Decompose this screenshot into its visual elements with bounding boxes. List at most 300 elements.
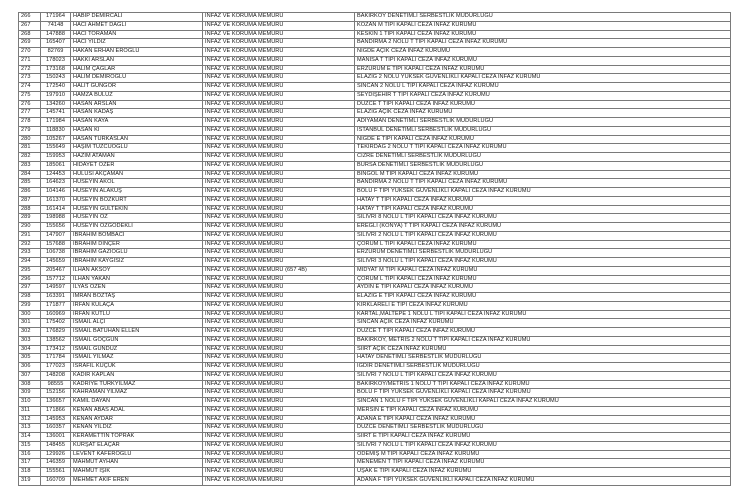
name-cell: HALİT GÜNGÖR: [71, 83, 203, 92]
title-cell: İNFAZ VE KORUMA MEMURU: [203, 223, 355, 232]
name-cell: KADRİYE TÜRKYILMAZ: [71, 380, 203, 389]
institution-cell: BOLU F TİPİ YÜKSEK GÜVENLİKLİ KAPALI CEZA İNFAZ KURUMU: [355, 389, 731, 398]
title-cell: İNFAZ VE KORUMA MEMURU: [203, 118, 355, 127]
registry-id-cell: 163391: [41, 293, 71, 302]
name-cell: HACI TORAMAN: [71, 30, 203, 39]
table-row: [19, 258, 731, 267]
row-number-cell: 267: [19, 21, 41, 30]
title-cell: İNFAZ VE KORUMA MEMURU: [203, 450, 355, 459]
registry-id-cell: 149597: [41, 284, 71, 293]
table-row: [19, 135, 731, 144]
title-cell: İNFAZ VE KORUMA MEMURU: [203, 328, 355, 337]
table-row: [19, 170, 731, 179]
title-cell: İNFAZ VE KORUMA MEMURU: [203, 91, 355, 100]
registry-id-cell: 82769: [41, 48, 71, 57]
registry-id-cell: 145659: [41, 258, 71, 267]
table-body: [19, 13, 731, 486]
table-row: [19, 161, 731, 170]
name-cell: İBRAHİM KAYGISIZ: [71, 258, 203, 267]
title-cell: İNFAZ VE KORUMA MEMURU: [203, 214, 355, 223]
title-cell: İNFAZ VE KORUMA MEMURU: [203, 249, 355, 258]
title-cell: İNFAZ VE KORUMA MEMURU: [203, 126, 355, 135]
name-cell: HASAN KAYA: [71, 118, 203, 127]
title-cell: İNFAZ VE KORUMA MEMURU: [203, 74, 355, 83]
registry-id-cell: 171984: [41, 118, 71, 127]
table-row: [19, 301, 731, 310]
title-cell: İNFAZ VE KORUMA MEMURU: [203, 231, 355, 240]
row-number-cell: 274: [19, 83, 41, 92]
table-row: [19, 126, 731, 135]
title-cell: İNFAZ VE KORUMA MEMURU: [203, 468, 355, 477]
registry-id-cell: 161414: [41, 205, 71, 214]
institution-cell: KOZAN M TİPİ KAPALI CEZA İNFAZ KURUMU: [355, 21, 731, 30]
title-cell: İNFAZ VE KORUMA MEMURU: [203, 83, 355, 92]
institution-cell: MENEMEN T TİPİ KAPALI CEZA İNFAZ KURUMU: [355, 459, 731, 468]
table-row: [19, 371, 731, 380]
registry-id-cell: 118830: [41, 126, 71, 135]
institution-cell: BOLU F TİPİ YÜKSEK GÜVENLİKLİ KAPALI CEZA İNFAZ KURUMU: [355, 188, 731, 197]
registry-id-cell: 198988: [41, 214, 71, 223]
table-row: [19, 319, 731, 328]
title-cell: İNFAZ VE KORUMA MEMURU: [203, 30, 355, 39]
institution-cell: SİLİVRİ 2 NOLU L TİPİ KAPALI CEZA İNFAZ KURUMU: [355, 231, 731, 240]
institution-cell: ÇORUM L TİPİ KAPALI CEZA İNFAZ KURUMU: [355, 240, 731, 249]
title-cell: İNFAZ VE KORUMA MEMURU: [203, 476, 355, 485]
title-cell: İNFAZ VE KORUMA MEMURU: [203, 424, 355, 433]
institution-cell: HATAY T TİPİ KAPALI CEZA İNFAZ KURUMU: [355, 196, 731, 205]
table-row: [19, 415, 731, 424]
institution-cell: SİNCAN AÇIK CEZA İNFAZ KURUMU: [355, 319, 731, 328]
name-cell: İSRAFİL KÜÇÜK: [71, 363, 203, 372]
title-cell: İNFAZ VE KORUMA MEMURU: [203, 65, 355, 74]
registry-id-cell: 148455: [41, 441, 71, 450]
row-number-cell: 289: [19, 214, 41, 223]
title-cell: İNFAZ VE KORUMA MEMURU: [203, 433, 355, 442]
name-cell: KÜRŞAT ELAÇAR: [71, 441, 203, 450]
row-number-cell: 280: [19, 135, 41, 144]
title-cell: İNFAZ VE KORUMA MEMURU: [203, 144, 355, 153]
table-row: [19, 389, 731, 398]
registry-id-cell: 150243: [41, 74, 71, 83]
name-cell: KADİR KAPLAN: [71, 371, 203, 380]
name-cell: HASAN ARSLAN: [71, 100, 203, 109]
registry-id-cell: 171784: [41, 354, 71, 363]
registry-id-cell: 157712: [41, 275, 71, 284]
row-number-cell: 298: [19, 293, 41, 302]
name-cell: HİDAYET ÖZER: [71, 161, 203, 170]
table-row: [19, 144, 731, 153]
institution-cell: BAKIRKÖY DENETİMLİ SERBESTLİK MÜDÜRLÜĞÜ: [355, 13, 731, 22]
registry-id-cell: 175402: [41, 319, 71, 328]
institution-cell: MİDYAT M TİPİ KAPALI CEZA İNFAZ KURUMU: [355, 266, 731, 275]
table-row: [19, 363, 731, 372]
title-cell: İNFAZ VE KORUMA MEMURU: [203, 310, 355, 319]
institution-cell: SİNCAN 1 NOLU F TİPİ YÜKSEK GÜVENLİKLİ KAPALI CEZA İNFAZ KURUMU: [355, 398, 731, 407]
registry-id-cell: 106738: [41, 249, 71, 258]
institution-cell: KESKİN 1 TİPİ KAPALI CEZA İNFAZ KURUMU: [355, 30, 731, 39]
name-cell: İLHAN YAKAN: [71, 275, 203, 284]
registry-id-cell: 173168: [41, 65, 71, 74]
row-number-cell: 306: [19, 363, 41, 372]
row-number-cell: 269: [19, 39, 41, 48]
institution-cell: ERZURUM E TİPİ KAPALI CEZA İNFAZ KURUMU: [355, 65, 731, 74]
row-number-cell: 276: [19, 100, 41, 109]
title-cell: İNFAZ VE KORUMA MEMURU: [203, 13, 355, 22]
institution-cell: DÜZCE T TİPİ KAPALI CEZA İNFAZ KURUMU: [355, 100, 731, 109]
title-cell: İNFAZ VE KORUMA MEMURU: [203, 363, 355, 372]
name-cell: İLHAN AKSOY: [71, 266, 203, 275]
table-row: [19, 249, 731, 258]
name-cell: HÜSEYİN ALAKUŞ: [71, 188, 203, 197]
name-cell: HÜSEYİN BOZKURT: [71, 196, 203, 205]
row-number-cell: 312: [19, 415, 41, 424]
name-cell: HACI AHMET DAĞLI: [71, 21, 203, 30]
row-number-cell: 316: [19, 450, 41, 459]
registry-id-cell: 164623: [41, 179, 71, 188]
document-page: [18, 12, 730, 486]
row-number-cell: 287: [19, 196, 41, 205]
table-row: [19, 188, 731, 197]
name-cell: İSMAİL ALÇI: [71, 319, 203, 328]
table-row: [19, 205, 731, 214]
row-number-cell: 283: [19, 161, 41, 170]
table-row: [19, 65, 731, 74]
table-row: [19, 30, 731, 39]
row-number-cell: 284: [19, 170, 41, 179]
name-cell: İBRAHİM DİNÇER: [71, 240, 203, 249]
row-number-cell: 277: [19, 109, 41, 118]
name-cell: HAMZA BULUZ: [71, 91, 203, 100]
institution-cell: SİLİVRİ 7 NOLU L TİPİ KAPALI CEZA İNFAZ KURUMU: [355, 371, 731, 380]
table-row: [19, 13, 731, 22]
name-cell: HAKKI ARSLAN: [71, 56, 203, 65]
institution-cell: ELAZIĞ E TİPİ KAPALI CEZA İNFAZ KURUMU: [355, 293, 731, 302]
row-number-cell: 317: [19, 459, 41, 468]
institution-cell: ELAZIĞ 2 NOLU YÜKSEK GÜVENLİKLİ KAPALI CEZA İNFAZ KURUMU: [355, 74, 731, 83]
row-number-cell: 275: [19, 91, 41, 100]
table-row: [19, 450, 731, 459]
name-cell: HÜSEYİN ÖZ: [71, 214, 203, 223]
title-cell: İNFAZ VE KORUMA MEMURU: [203, 153, 355, 162]
institution-cell: İĞDIR DENETİMLİ SERBESTLİK MÜDÜRLÜĞÜ: [355, 363, 731, 372]
row-number-cell: 292: [19, 240, 41, 249]
table-row: [19, 459, 731, 468]
name-cell: HÜSEYİN GÜLTEKİN: [71, 205, 203, 214]
registry-id-cell: 178023: [41, 56, 71, 65]
registry-id-cell: 105267: [41, 135, 71, 144]
registry-id-cell: 145953: [41, 415, 71, 424]
table-row: [19, 118, 731, 127]
name-cell: MAHMUT AYHAN: [71, 459, 203, 468]
name-cell: İRFAN KULAÇA: [71, 301, 203, 310]
name-cell: KAHRAMAN YILMAZ: [71, 389, 203, 398]
registry-id-cell: 171877: [41, 301, 71, 310]
name-cell: HULUSİ AKÇAMAN: [71, 170, 203, 179]
title-cell: İNFAZ VE KORUMA MEMURU: [203, 459, 355, 468]
name-cell: MEHMET AKİF EREN: [71, 476, 203, 485]
name-cell: İBRAHİM GAZİOĞLU: [71, 249, 203, 258]
title-cell: İNFAZ VE KORUMA MEMURU: [203, 380, 355, 389]
row-number-cell: 311: [19, 406, 41, 415]
title-cell: İNFAZ VE KORUMA MEMURU: [203, 48, 355, 57]
registry-id-cell: 161370: [41, 196, 71, 205]
table-row: [19, 240, 731, 249]
title-cell: İNFAZ VE KORUMA MEMURU: [203, 406, 355, 415]
row-number-cell: 285: [19, 179, 41, 188]
registry-id-cell: 173412: [41, 345, 71, 354]
row-number-cell: 294: [19, 258, 41, 267]
institution-cell: NİĞDE E TİPİ KAPALI CEZA İNFAZ KURUMU: [355, 135, 731, 144]
row-number-cell: 282: [19, 153, 41, 162]
name-cell: KAMİL DAYAN: [71, 398, 203, 407]
name-cell: İMRAN BOZTAŞ: [71, 293, 203, 302]
table-row: [19, 179, 731, 188]
title-cell: İNFAZ VE KORUMA MEMURU: [203, 275, 355, 284]
name-cell: HAKAN ERHAN EROĞLU: [71, 48, 203, 57]
table-row: [19, 153, 731, 162]
institution-cell: HATAY T TİPİ KAPALI CEZA İNFAZ KURUMU: [355, 205, 731, 214]
table-row: [19, 91, 731, 100]
institution-cell: SİLİVRİ 8 NOLU L TİPİ KAPALI CEZA İNFAZ KURUMU: [355, 214, 731, 223]
title-cell: İNFAZ VE KORUMA MEMURU: [203, 371, 355, 380]
institution-cell: HATAY DENETİMLİ SERBESTLİK MÜDÜRLÜĞÜ: [355, 354, 731, 363]
registry-id-cell: 205467: [41, 266, 71, 275]
registry-id-cell: 155649: [41, 144, 71, 153]
row-number-cell: 291: [19, 231, 41, 240]
name-cell: HÜSEYİN ÖZGÖDEKLİ: [71, 223, 203, 232]
registry-id-cell: 136657: [41, 398, 71, 407]
registry-id-cell: 160709: [41, 476, 71, 485]
title-cell: İNFAZ VE KORUMA MEMURU (657 4B): [203, 266, 355, 275]
registry-id-cell: 155656: [41, 223, 71, 232]
registry-id-cell: 177023: [41, 363, 71, 372]
row-number-cell: 290: [19, 223, 41, 232]
institution-cell: SİLİVRİ 3 NOLU L TİPİ KAPALI CEZA İNFAZ KURUMU: [355, 258, 731, 267]
row-number-cell: 281: [19, 144, 41, 153]
table-row: [19, 345, 731, 354]
name-cell: MAHMUT IŞIK: [71, 468, 203, 477]
name-cell: LEVENT KAFEROĞLU: [71, 450, 203, 459]
institution-cell: KARTAL,MALTEPE 1 NOLU L TİPİ KAPALI CEZA İNFAZ KURUMU: [355, 310, 731, 319]
table-row: [19, 441, 731, 450]
table-row: [19, 100, 731, 109]
row-number-cell: 307: [19, 371, 41, 380]
table-row: [19, 354, 731, 363]
institution-cell: TEKİRDAĞ 2 NOLU T TİPİ KAPALI CEZA İNFAZ KURUMU: [355, 144, 731, 153]
title-cell: İNFAZ VE KORUMA MEMURU: [203, 188, 355, 197]
table-row: [19, 231, 731, 240]
row-number-cell: 308: [19, 380, 41, 389]
table-row: [19, 310, 731, 319]
registry-id-cell: 145741: [41, 109, 71, 118]
registry-id-cell: 147907: [41, 231, 71, 240]
institution-cell: SİLİVRİ 7 NOLU L TİPİ KAPALI CEZA İNFAZ KURUMU: [355, 441, 731, 450]
title-cell: İNFAZ VE KORUMA MEMURU: [203, 319, 355, 328]
row-number-cell: 297: [19, 284, 41, 293]
name-cell: HASAN KADAŞ: [71, 109, 203, 118]
registry-id-cell: 159953: [41, 153, 71, 162]
name-cell: KENAN ABAS ADAL: [71, 406, 203, 415]
title-cell: İNFAZ VE KORUMA MEMURU: [203, 336, 355, 345]
row-number-cell: 295: [19, 266, 41, 275]
row-number-cell: 304: [19, 345, 41, 354]
table-row: [19, 74, 731, 83]
institution-cell: BANDIRMA 2 NOLU T TİPİ KAPALI CEZA İNFAZ KURUMU: [355, 179, 731, 188]
row-number-cell: 268: [19, 30, 41, 39]
institution-cell: UŞAK E TİPİ KAPALI CEZA İNFAZ KURUMU: [355, 468, 731, 477]
institution-cell: DÜZCE T TİPİ KAPALI CEZA İNFAZ KURUMU: [355, 328, 731, 337]
name-cell: İSMAİL BATUHAN ELLEN: [71, 328, 203, 337]
name-cell: İSMAİL GÜNDÜZ: [71, 345, 203, 354]
name-cell: KENAN AYDAR: [71, 415, 203, 424]
registry-id-cell: 197910: [41, 91, 71, 100]
registry-id-cell: 146359: [41, 459, 71, 468]
registry-id-cell: 129926: [41, 450, 71, 459]
table-row: [19, 48, 731, 57]
institution-cell: ADIYAMAN DENETİMLİ SERBESTLİK MÜDÜRLÜĞÜ: [355, 118, 731, 127]
institution-cell: BURSA DENETİMLİ SERBESTLİK MÜDÜRLÜĞÜ: [355, 161, 731, 170]
title-cell: İNFAZ VE KORUMA MEMURU: [203, 56, 355, 65]
name-cell: HASAN Kİ: [71, 126, 203, 135]
registry-id-cell: 148208: [41, 371, 71, 380]
title-cell: İNFAZ VE KORUMA MEMURU: [203, 109, 355, 118]
table-row: [19, 406, 731, 415]
registry-id-cell: 160969: [41, 310, 71, 319]
institution-cell: MANİSA T TİPİ KAPALI CEZA İNFAZ KURUMU: [355, 56, 731, 65]
row-number-cell: 278: [19, 118, 41, 127]
name-cell: HACI YILDIZ: [71, 39, 203, 48]
table-row: [19, 293, 731, 302]
title-cell: İNFAZ VE KORUMA MEMURU: [203, 21, 355, 30]
title-cell: İNFAZ VE KORUMA MEMURU: [203, 354, 355, 363]
title-cell: İNFAZ VE KORUMA MEMURU: [203, 240, 355, 249]
name-cell: HÜSEYİN AKOL: [71, 179, 203, 188]
name-cell: HASAN TÜRKASLAN: [71, 135, 203, 144]
institution-cell: SİİRT E TİPİ KAPALI CEZA İNFAZ KURUMU: [355, 433, 731, 442]
title-cell: İNFAZ VE KORUMA MEMURU: [203, 196, 355, 205]
name-cell: HALİM ÇAĞLAR: [71, 65, 203, 74]
name-cell: KENAN YILDIZ: [71, 424, 203, 433]
row-number-cell: 288: [19, 205, 41, 214]
title-cell: İNFAZ VE KORUMA MEMURU: [203, 179, 355, 188]
row-number-cell: 303: [19, 336, 41, 345]
institution-cell: DÜZCE DENETİMLİ SERBESTLİK MÜDÜRLÜĞÜ: [355, 424, 731, 433]
institution-cell: ÖDEMİŞ M TİPİ KAPALI CEZA İNFAZ KURUMU: [355, 450, 731, 459]
registry-id-cell: 160357: [41, 424, 71, 433]
row-number-cell: 302: [19, 328, 41, 337]
title-cell: İNFAZ VE KORUMA MEMURU: [203, 293, 355, 302]
row-number-cell: 279: [19, 126, 41, 135]
institution-cell: SİİRT AÇIK CEZA İNFAZ KURUMU: [355, 345, 731, 354]
institution-cell: ÇORUM L TİPİ KAPALI CEZA İNFAZ KURUMU: [355, 275, 731, 284]
title-cell: İNFAZ VE KORUMA MEMURU: [203, 205, 355, 214]
institution-cell: ERZURUM DENETİMLİ SERBESTLİK MÜDÜRLÜĞÜ: [355, 249, 731, 258]
title-cell: İNFAZ VE KORUMA MEMURU: [203, 135, 355, 144]
registry-id-cell: 138562: [41, 336, 71, 345]
row-number-cell: 273: [19, 74, 41, 83]
row-number-cell: 266: [19, 13, 41, 22]
title-cell: İNFAZ VE KORUMA MEMURU: [203, 170, 355, 179]
institution-cell: İSTANBUL DENETİMLİ SERBESTLİK MÜDÜRLÜĞÜ: [355, 126, 731, 135]
row-number-cell: 301: [19, 319, 41, 328]
institution-cell: CİZRE DENETİMLİ SERBESTLİK MÜDÜRLÜĞÜ: [355, 153, 731, 162]
row-number-cell: 286: [19, 188, 41, 197]
table-row: [19, 468, 731, 477]
table-row: [19, 56, 731, 65]
table-row: [19, 21, 731, 30]
row-number-cell: 319: [19, 476, 41, 485]
name-cell: HAŞİM TUZCUOĞLU: [71, 144, 203, 153]
title-cell: İNFAZ VE KORUMA MEMURU: [203, 398, 355, 407]
title-cell: İNFAZ VE KORUMA MEMURU: [203, 284, 355, 293]
personnel-table: [18, 12, 731, 486]
institution-cell: SEYDİŞEHİR T TİPİ KAPALI CEZA İNFAZ KURUMU: [355, 91, 731, 100]
table-row: [19, 336, 731, 345]
registry-id-cell: 171866: [41, 406, 71, 415]
institution-cell: AYDIN E TİPİ KAPALI CEZA İNFAZ KURUMU: [355, 284, 731, 293]
title-cell: İNFAZ VE KORUMA MEMURU: [203, 100, 355, 109]
name-cell: İSMAİL GÖÇGÜN: [71, 336, 203, 345]
name-cell: HALİM DEMİROĞLU: [71, 74, 203, 83]
name-cell: KERAMETTİN TOPRAK: [71, 433, 203, 442]
title-cell: İNFAZ VE KORUMA MEMURU: [203, 415, 355, 424]
registry-id-cell: 98555: [41, 380, 71, 389]
row-number-cell: 296: [19, 275, 41, 284]
row-number-cell: 299: [19, 301, 41, 310]
table-row: [19, 39, 731, 48]
table-row: [19, 83, 731, 92]
row-number-cell: 313: [19, 424, 41, 433]
title-cell: İNFAZ VE KORUMA MEMURU: [203, 39, 355, 48]
title-cell: İNFAZ VE KORUMA MEMURU: [203, 161, 355, 170]
title-cell: İNFAZ VE KORUMA MEMURU: [203, 258, 355, 267]
row-number-cell: 309: [19, 389, 41, 398]
title-cell: İNFAZ VE KORUMA MEMURU: [203, 345, 355, 354]
table-row: [19, 109, 731, 118]
institution-cell: BAKIRKÖY/METRİS 1 NOLU T TİPİ KAPALI CEZA İNFAZ KURUMU: [355, 380, 731, 389]
row-number-cell: 293: [19, 249, 41, 258]
table-row: [19, 214, 731, 223]
institution-cell: BAKIRKÖY, METRİS 2 NOLU T TİPİ KAPALI CEZA İNFAZ KURUMU: [355, 336, 731, 345]
registry-id-cell: 157688: [41, 240, 71, 249]
registry-id-cell: 147888: [41, 30, 71, 39]
table-row: [19, 266, 731, 275]
institution-cell: ELAZIĞ AÇIK CEZA İNFAZ KURUMU: [355, 109, 731, 118]
registry-id-cell: 74148: [41, 21, 71, 30]
name-cell: HABİP DEMİRCALI: [71, 13, 203, 22]
row-number-cell: 270: [19, 48, 41, 57]
table-row: [19, 328, 731, 337]
table-row: [19, 398, 731, 407]
institution-cell: ADANA E TİPİ KAPALI CEZA İNFAZ KURUMU: [355, 415, 731, 424]
institution-cell: EREĞLİ (KONYA) T TİPİ KAPALI CEZA İNFAZ KURUMU: [355, 223, 731, 232]
table-row: [19, 433, 731, 442]
table-row: [19, 284, 731, 293]
registry-id-cell: 124453: [41, 170, 71, 179]
name-cell: İSMAİL YILMAZ: [71, 354, 203, 363]
institution-cell: BİNGÖL M TİPİ KAPALI CEZA İNFAZ KURUMU: [355, 170, 731, 179]
institution-cell: MERSİN E TİPİ KAPALI CEZA İNFAZ KURUMU: [355, 406, 731, 415]
row-number-cell: 318: [19, 468, 41, 477]
name-cell: İBRAHİM BOMBACI: [71, 231, 203, 240]
row-number-cell: 271: [19, 56, 41, 65]
registry-id-cell: 171964: [41, 13, 71, 22]
name-cell: İRFAN KUTLU: [71, 310, 203, 319]
registry-id-cell: 152156: [41, 389, 71, 398]
name-cell: İLYAS ÖZEN: [71, 284, 203, 293]
institution-cell: SİNCAN 2 NOLU L TİPİ KAPALI CEZA İNFAZ KURUMU: [355, 83, 731, 92]
registry-id-cell: 176829: [41, 328, 71, 337]
